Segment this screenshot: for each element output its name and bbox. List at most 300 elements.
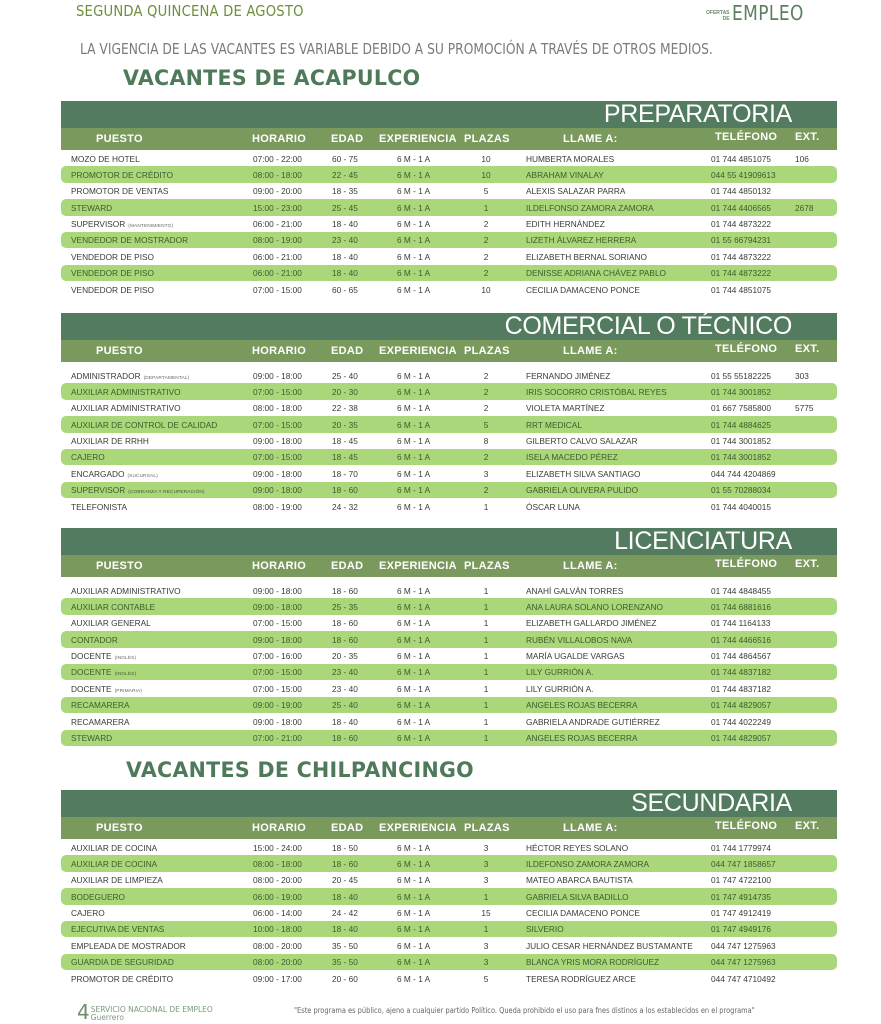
cell-edad: 20 - 45: [332, 875, 358, 886]
cell-horario: 15:00 - 24:00: [253, 842, 302, 853]
cell-edad: 18 - 45: [332, 436, 358, 447]
cell-puesto-text: ADMINISTRADOR: [71, 370, 141, 381]
cell-telefono: 01 744 4837182: [711, 667, 771, 678]
cell-edad: 18 - 60: [332, 618, 358, 629]
cell-puesto-text: CONTADOR: [71, 634, 118, 645]
cell-experiencia: 6 M - 1 A: [397, 908, 431, 919]
table-row: [61, 449, 837, 465]
cell-experiencia: 6 M - 1 A: [397, 219, 431, 230]
cell-plazas: 10: [481, 169, 491, 180]
cell-puesto-text: EJECUTIVA DE VENTAS: [71, 924, 165, 935]
cell-llame-a: CECILIA DAMACENO PONCE: [526, 284, 640, 295]
cell-puesto-text: AUXILIAR DE CONTROL DE CALIDAD: [71, 419, 218, 430]
cell-puesto-detail: (MANTENIMIENTO): [128, 224, 174, 230]
cell-edad: 23 - 40: [332, 683, 358, 694]
cell-experiencia: 6 M - 1 A: [397, 716, 431, 727]
cell-telefono: 01 744 4829057: [711, 700, 771, 711]
cell-experiencia: 6 M - 1 A: [397, 940, 431, 951]
cell-llame-a: LILY GURRIÓN A.: [526, 683, 594, 694]
cell-llame-a: GABRIELA OLIVERA PULIDO: [526, 485, 639, 496]
cell-puesto: [71, 908, 105, 918]
cell-puesto: [71, 974, 173, 984]
cell-telefono: 01 744 4873222: [711, 219, 771, 230]
column-header-row: [61, 340, 837, 362]
cell-llame-a: ILDEFONSO ZAMORA ZAMORA: [526, 858, 650, 869]
cell-puesto-text: CAJERO: [71, 452, 105, 463]
table-row: [61, 970, 837, 986]
section-title: PREPARATORIA: [603, 100, 792, 128]
cell-puesto: [71, 485, 205, 495]
cell-llame-a: ELIZABETH GALLARDO JIMÉNEZ: [526, 618, 657, 629]
table-body: [61, 150, 837, 298]
cell-telefono: 01 744 3001852: [711, 436, 771, 447]
cell-puesto: [71, 875, 163, 885]
cell-horario: 08:00 - 18:00: [253, 169, 302, 180]
cell-experiencia: 6 M - 1 A: [397, 700, 431, 711]
section-band: [61, 528, 837, 555]
cell-puesto: [71, 452, 105, 462]
table-row: [61, 730, 837, 746]
cell-plazas: 8: [483, 436, 489, 447]
cell-llame-a: TERESA RODRÍGUEZ ARCE: [526, 973, 636, 984]
cell-experiencia: 6 M - 1 A: [397, 618, 431, 629]
table-row: [61, 648, 837, 664]
header-telefono: TELÉFONO: [715, 131, 778, 143]
table-row: [61, 664, 837, 680]
page-number: 4: [77, 1000, 90, 1024]
cell-experiencia: 6 M - 1 A: [397, 683, 431, 694]
table-row: [61, 888, 837, 904]
cell-horario: 07:00 - 15:00: [253, 618, 302, 629]
header-experiencia: EXPERIENCIA: [379, 560, 457, 572]
cell-puesto-text: BODEGUERO: [71, 891, 125, 902]
cell-telefono: 01 744 4837182: [711, 683, 771, 694]
header-telefono: TELÉFONO: [715, 343, 778, 355]
vigencia-notice: LA VIGENCIA DE LAS VACANTES ES VARIABLE DEBIDO A SU PROMOCIÓN A TRAVÉS DE OTROS MEDIOS.: [80, 40, 713, 58]
cell-puesto-text: AUXILIAR ADMINISTRATIVO: [71, 403, 181, 414]
column-header-row: [61, 128, 837, 150]
cell-experiencia: 6 M - 1 A: [397, 858, 431, 869]
cell-telefono: 01 744 4848455: [711, 585, 771, 596]
cell-plazas: 1: [483, 667, 489, 678]
cell-llame-a: JULIO CESAR HERNÁNDEZ BUSTAMANTE: [526, 940, 693, 951]
table-row: [61, 697, 837, 713]
section-band: [61, 790, 837, 817]
cell-horario: 09:00 - 18:00: [253, 601, 302, 612]
header-horario: HORARIO: [252, 560, 307, 572]
header-horario: HORARIO: [252, 345, 307, 357]
cell-llame-a: LILY GURRIÓN A.: [526, 667, 594, 678]
header-ext: EXT.: [795, 131, 820, 143]
cell-horario: 09:00 - 18:00: [253, 634, 302, 645]
header-telefono: TELÉFONO: [715, 820, 778, 832]
cell-edad: 23 - 40: [332, 235, 358, 246]
cell-horario: 09:00 - 20:00: [253, 186, 302, 197]
cell-edad: 18 - 40: [332, 251, 358, 262]
cell-puesto-text: STEWARD: [71, 202, 113, 213]
cell-edad: 18 - 60: [332, 634, 358, 645]
cell-experiencia: 6 M - 1 A: [397, 452, 431, 463]
cell-telefono: 01 55 66794231: [711, 235, 771, 246]
cell-puesto: [71, 252, 154, 262]
table-row: [61, 433, 837, 449]
cell-plazas: 1: [483, 618, 489, 629]
cell-edad: 18 - 45: [332, 452, 358, 463]
table-row: [61, 615, 837, 631]
cell-horario: 09:00 - 18:00: [253, 370, 302, 381]
cell-puesto: [71, 843, 157, 853]
cell-edad: 60 - 75: [332, 153, 358, 164]
cell-telefono: 01 744 4466516: [711, 634, 771, 645]
cell-horario: 08:00 - 20:00: [253, 940, 302, 951]
cell-puesto-text: CAJERO: [71, 908, 105, 919]
cell-plazas: 1: [483, 651, 489, 662]
cell-llame-a: SILVERIO: [526, 924, 564, 935]
cell-puesto-text: SUPERVISOR: [71, 485, 126, 496]
cell-llame-a: GABRIELA ANDRADE GUTIÉRREZ: [526, 716, 660, 727]
cell-puesto-detail: (INGLÉS): [114, 656, 137, 662]
cell-experiencia: 6 M - 1 A: [397, 268, 431, 279]
cell-llame-a: ALEXIS SALAZAR PARRA: [526, 186, 626, 197]
city-heading-chilpancingo: VACANTES DE CHILPANCINGO: [126, 758, 474, 782]
cell-experiencia: 6 M - 1 A: [397, 235, 431, 246]
cell-edad: 25 - 40: [332, 370, 358, 381]
cell-llame-a: BLANCA YRIS MORA RODRÍGUEZ: [526, 957, 660, 968]
cell-edad: 22 - 45: [332, 169, 358, 180]
cell-plazas: 5: [483, 973, 489, 984]
cell-puesto-detail: (INGLÉS): [114, 672, 137, 678]
cell-puesto: [71, 469, 158, 479]
cell-telefono: 01 747 4722100: [711, 875, 771, 886]
cell-experiencia: 6 M - 1 A: [397, 436, 431, 447]
cell-plazas: 2: [483, 219, 489, 230]
cell-horario: 07:00 - 15:00: [253, 683, 302, 694]
header-horario: HORARIO: [252, 822, 307, 834]
header-puesto: PUESTO: [96, 133, 143, 145]
cell-plazas: 2: [483, 485, 489, 496]
cell-plazas: 2: [483, 403, 489, 414]
logo-small-de: DE: [722, 16, 730, 22]
cell-llame-a: VIOLETA MARTÍNEZ: [526, 403, 605, 414]
cell-edad: 60 - 65: [332, 284, 358, 295]
cell-horario: 08:00 - 19:00: [253, 235, 302, 246]
cell-plazas: 10: [481, 153, 491, 164]
cell-edad: 25 - 35: [332, 601, 358, 612]
table-secundaria: [61, 790, 837, 987]
cell-puesto: [71, 235, 188, 245]
cell-telefono: 01 744 4851075: [711, 153, 771, 164]
table-row: [61, 367, 837, 383]
cell-experiencia: 6 M - 1 A: [397, 957, 431, 968]
cell-edad: 23 - 40: [332, 667, 358, 678]
table-row: [61, 872, 837, 888]
cell-puesto-text: PROMOTOR DE VENTAS: [71, 186, 169, 197]
cell-experiencia: 6 M - 1 A: [397, 153, 431, 164]
cell-puesto-text: AUXILIAR ADMINISTRATIVO: [71, 386, 181, 397]
cell-puesto-text: TELEFONISTA: [71, 501, 128, 512]
cell-llame-a: ELIZABETH SILVA SANTIAGO: [526, 468, 641, 479]
cell-plazas: 3: [483, 858, 489, 869]
cell-telefono: 01 744 4850132: [711, 186, 771, 197]
cell-plazas: 1: [483, 716, 489, 727]
cell-plazas: 1: [483, 634, 489, 645]
cell-puesto-text: DOCENTE: [71, 667, 112, 678]
section-band: [61, 101, 837, 128]
cell-experiencia: 6 M - 1 A: [397, 403, 431, 414]
cell-horario: 06:00 - 14:00: [253, 908, 302, 919]
cell-edad: 24 - 32: [332, 501, 358, 512]
cell-ext: 303: [795, 370, 809, 381]
cell-puesto-text: AUXILIAR DE LIMPIEZA: [71, 875, 163, 886]
cell-telefono: 01 744 4829057: [711, 733, 771, 744]
cell-puesto: [71, 371, 189, 381]
cell-puesto: [71, 635, 118, 645]
cell-llame-a: ANA LAURA SOLANO LORENZANO: [526, 601, 663, 612]
logo-small-ofertas: OFERTAS: [706, 10, 730, 16]
cell-llame-a: ANAHÍ GALVÁN TORRES: [526, 585, 624, 596]
cell-puesto: [71, 387, 181, 397]
cell-puesto: [71, 684, 142, 694]
footer-org-line-2: Guerrero: [90, 1012, 124, 1022]
cell-llame-a: ANGELES ROJAS BECERRA: [526, 700, 638, 711]
cell-plazas: 2: [483, 268, 489, 279]
cell-horario: 07:00 - 22:00: [253, 153, 302, 164]
cell-puesto-text: EMPLEADA DE MOSTRADOR: [71, 940, 186, 951]
header-edad: EDAD: [331, 345, 364, 357]
cell-puesto-text: AUXILIAR DE COCINA: [71, 842, 158, 853]
cell-edad: 18 - 40: [332, 219, 358, 230]
cell-telefono: 01 744 4406565: [711, 202, 771, 213]
cell-puesto-text: STEWARD: [71, 733, 113, 744]
cell-telefono: 044 747 1858657: [711, 858, 776, 869]
cell-puesto: [71, 403, 181, 413]
cell-edad: 18 - 60: [332, 858, 358, 869]
cell-horario: 07:00 - 16:00: [253, 651, 302, 662]
cell-telefono: 01 747 4949176: [711, 924, 771, 935]
cell-telefono: 044 747 1275963: [711, 957, 776, 968]
cell-llame-a: RRT MEDICAL: [526, 419, 582, 430]
cell-horario: 09:00 - 18:00: [253, 485, 302, 496]
table-row: [61, 232, 837, 248]
table-row: [61, 482, 837, 498]
cell-puesto-text: RECAMARERA: [71, 700, 130, 711]
cell-horario: 07:00 - 15:00: [253, 667, 302, 678]
cell-llame-a: EDITH HERNÁNDEZ: [526, 219, 605, 230]
cell-edad: 18 - 60: [332, 485, 358, 496]
cell-telefono: 01 744 3001852: [711, 386, 771, 397]
cell-experiencia: 6 M - 1 A: [397, 284, 431, 295]
cell-telefono: 01 744 4864567: [711, 651, 771, 662]
cell-llame-a: RUBÉN VILLALOBOS NAVA: [526, 634, 633, 645]
cell-plazas: 1: [483, 700, 489, 711]
cell-telefono: 044 55 41909613: [711, 169, 776, 180]
cell-puesto: [71, 717, 130, 727]
cell-puesto: [71, 586, 181, 596]
cell-llame-a: ISELA MACEDO PÉREZ: [526, 452, 618, 463]
table-row: [61, 921, 837, 937]
cell-puesto-text: DOCENTE: [71, 683, 112, 694]
cell-puesto-text: AUXILIAR ADMINISTRATIVO: [71, 585, 181, 596]
table-row: [61, 416, 837, 432]
cell-puesto: [71, 436, 149, 446]
cell-llame-a: MATEO ABARCA BAUTISTA: [526, 875, 633, 886]
table-row: [61, 498, 837, 514]
cell-plazas: 3: [483, 842, 489, 853]
cell-puesto: [71, 219, 173, 229]
cell-puesto: [71, 502, 127, 512]
header-plazas: PLAZAS: [464, 560, 510, 572]
cell-llame-a: ELIZABETH BERNAL SORIANO: [526, 251, 647, 262]
table-preparatoria: [61, 101, 837, 298]
footer-org-block: [77, 1000, 213, 1024]
cell-horario: 06:00 - 21:00: [253, 251, 302, 262]
table-row: [61, 166, 837, 182]
cell-experiencia: 6 M - 1 A: [397, 419, 431, 430]
table-comercial-o-tecnico: [61, 313, 837, 515]
cell-puesto: [71, 154, 140, 164]
cell-puesto-text: RECAMARERA: [71, 716, 130, 727]
header-plazas: PLAZAS: [464, 133, 510, 145]
cell-horario: 10:00 - 18:00: [253, 924, 302, 935]
cell-llame-a: CECILIA DAMACENO PONCE: [526, 908, 640, 919]
cell-llame-a: HÉCTOR REYES SOLANO: [526, 842, 629, 853]
cell-llame-a: MARÍA UGALDE VARGAS: [526, 651, 625, 662]
cell-puesto: [71, 892, 125, 902]
cell-plazas: 1: [483, 202, 489, 213]
table-row: [61, 383, 837, 399]
section-title: SECUNDARIA: [631, 789, 792, 817]
cell-puesto-detail: (PRIMARIA): [114, 688, 142, 694]
header-experiencia: EXPERIENCIA: [379, 345, 457, 357]
cell-horario: 08:00 - 20:00: [253, 875, 302, 886]
cell-llame-a: ÓSCAR LUNA: [526, 501, 580, 512]
cell-experiencia: 6 M - 1 A: [397, 891, 431, 902]
cell-puesto-text: VENDEDOR DE MOSTRADOR: [71, 235, 189, 246]
cell-horario: 06:00 - 21:00: [253, 219, 302, 230]
header-ext: EXT.: [795, 343, 820, 355]
cell-ext: 106: [795, 153, 809, 164]
cell-llame-a: HUMBERTA MORALES: [526, 153, 615, 164]
table-row: [61, 680, 837, 696]
cell-puesto: [71, 859, 157, 869]
logo-empleo: EMPLEO: [731, 1, 804, 25]
table-row: [61, 465, 837, 481]
cell-experiencia: 6 M - 1 A: [397, 973, 431, 984]
cell-llame-a: DENISSE ADRIANA CHÁVEZ PABLO: [526, 268, 667, 279]
cell-telefono: 01 744 4873222: [711, 251, 771, 262]
table-row: [61, 954, 837, 970]
table-row: [61, 713, 837, 729]
header-experiencia: EXPERIENCIA: [379, 133, 457, 145]
section-title: COMERCIAL O TÉCNICO: [504, 312, 792, 340]
cell-horario: 06:00 - 21:00: [253, 268, 302, 279]
cell-edad: 18 - 40: [332, 924, 358, 935]
cell-horario: 08:00 - 18:00: [253, 858, 302, 869]
cell-llame-a: GILBERTO CALVO SALAZAR: [526, 436, 638, 447]
cell-horario: 07:00 - 15:00: [253, 386, 302, 397]
header-edad: EDAD: [331, 560, 364, 572]
cell-telefono: 01 744 4040015: [711, 501, 771, 512]
table-row: [61, 150, 837, 166]
cell-plazas: 10: [481, 284, 491, 295]
cell-telefono: 01 744 4873222: [711, 268, 771, 279]
cell-puesto-text: PROMOTOR DE CRÉDITO: [71, 973, 174, 984]
header-ext: EXT.: [795, 820, 820, 832]
cell-plazas: 3: [483, 940, 489, 951]
cell-llame-a: ILDELFONSO ZAMORA ZAMORA: [526, 202, 654, 213]
cell-puesto-text: MOZO DE HOTEL: [71, 153, 140, 164]
cell-plazas: 3: [483, 468, 489, 479]
cell-puesto: [71, 268, 154, 278]
cell-telefono: 01 747 4912419: [711, 908, 771, 919]
cell-horario: 08:00 - 18:00: [253, 403, 302, 414]
cell-horario: 07:00 - 21:00: [253, 733, 302, 744]
cell-plazas: 1: [483, 501, 489, 512]
cell-edad: 22 - 38: [332, 403, 358, 414]
table-licenciatura: [61, 528, 837, 746]
cell-plazas: 3: [483, 957, 489, 968]
table-row: [61, 839, 837, 855]
cell-puesto: [71, 618, 151, 628]
cell-plazas: 1: [483, 891, 489, 902]
table-row: [61, 400, 837, 416]
cell-puesto-text: VENDEDOR DE PISO: [71, 268, 154, 279]
cell-horario: 06:00 - 19:00: [253, 891, 302, 902]
cell-puesto: [71, 602, 155, 612]
cell-llame-a: IRIS SOCORRO CRISTÓBAL REYES: [526, 386, 667, 397]
cell-plazas: 15: [481, 908, 491, 919]
cell-puesto: [71, 941, 186, 951]
cell-horario: 08:00 - 20:00: [253, 957, 302, 968]
cell-telefono: 01 744 1779974: [711, 842, 771, 853]
table-row: [61, 183, 837, 199]
cell-edad: 18 - 40: [332, 716, 358, 727]
cell-edad: 20 - 35: [332, 419, 358, 430]
table-row: [61, 216, 837, 232]
cell-ext: 2678: [795, 202, 814, 213]
table-row: [61, 265, 837, 281]
header-llame-a: LLAME A:: [563, 133, 618, 145]
period-label: SEGUNDA QUINCENA DE AGOSTO: [76, 2, 304, 20]
header-llame-a: LLAME A:: [563, 345, 618, 357]
cell-puesto: [71, 285, 154, 295]
cell-experiencia: 6 M - 1 A: [397, 667, 431, 678]
cell-puesto: [71, 170, 173, 180]
cell-edad: 18 - 50: [332, 842, 358, 853]
cell-edad: 18 - 60: [332, 585, 358, 596]
cell-plazas: 2: [483, 386, 489, 397]
column-header-row: [61, 555, 837, 577]
cell-experiencia: 6 M - 1 A: [397, 251, 431, 262]
cell-horario: 07:00 - 15:00: [253, 284, 302, 295]
cell-puesto: [71, 924, 164, 934]
header-plazas: PLAZAS: [464, 822, 510, 834]
cell-puesto: [71, 186, 168, 196]
cell-telefono: 044 747 4710492: [711, 973, 776, 984]
cell-puesto: [71, 957, 174, 967]
cell-horario: 09:00 - 18:00: [253, 436, 302, 447]
header-telefono: TELÉFONO: [715, 558, 778, 570]
cell-puesto-text: VENDEDOR DE PISO: [71, 251, 154, 262]
cell-edad: 18 - 40: [332, 891, 358, 902]
cell-llame-a: FERNANDO JIMÉNEZ: [526, 370, 611, 381]
cell-puesto-detail: (SUCURSAL): [127, 473, 158, 479]
cell-puesto-text: PROMOTOR DE CRÉDITO: [71, 169, 174, 180]
cell-plazas: 2: [483, 235, 489, 246]
cell-puesto: [71, 700, 130, 710]
cell-experiencia: 6 M - 1 A: [397, 202, 431, 213]
cell-experiencia: 6 M - 1 A: [397, 601, 431, 612]
